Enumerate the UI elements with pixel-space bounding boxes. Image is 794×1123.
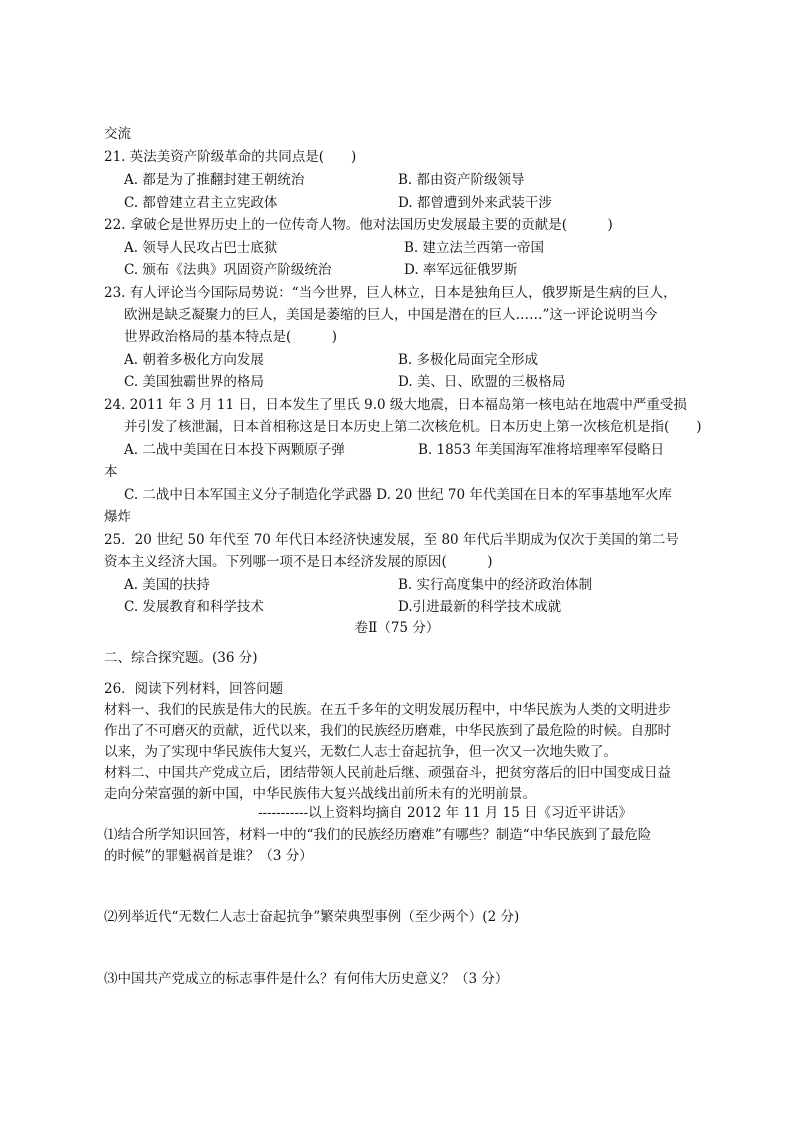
material-2-line1: 材料二、中国共产党成立后，团结带领人民前赴后继、顽强奋斗，把贫穷落后的旧中国变成日益 (104, 765, 671, 781)
question-21-stem: 21. 英法美资产阶级革命的共同点是( ) (104, 149, 357, 165)
q23-option-d: D. 美、日、欧盟的三极格局 (398, 374, 566, 390)
q24-option-a: A. 二战中美国在日本投下两颗原子弹 (124, 442, 345, 458)
q21-option-b: B. 都由资产阶级领导 (398, 172, 525, 188)
q23-option-b: B. 多极化局面完全形成 (398, 352, 539, 368)
q21-option-a: A. 都是为了推翻封建王朝统治 (124, 172, 305, 188)
q22-option-a: A. 领导人民攻占巴士底狱 (124, 240, 278, 256)
q21-option-d: D. 都曾遭到外来武装干涉 (398, 195, 552, 211)
q24-option-d-wrap: 爆炸 (104, 509, 131, 525)
question-24-stem-line2: 并引发了核泄漏，日本首相称这是日本历史上第二次核危机。日本历史上第一次核危机是指( ) (124, 419, 702, 435)
question-23-stem-line2: 欧洲是缺乏凝聚力的巨人，美国是萎缩的巨人，中国是潜在的巨人……”这一评论说明当今 (124, 307, 658, 323)
material-source: -----------以上资料均摘自 2012 年 11 月 15 日《习近平讲话》 (258, 805, 633, 821)
sub-question-1-line1: ⑴结合所学知识回答，材料一中的“我们的民族经历磨难”有哪些？制造“中华民族到了最危险 (104, 827, 652, 843)
material-2-line2: 走向分荣富强的新中国，中华民族伟大复兴战线出前所未有的光明前景。 (104, 786, 536, 802)
sub-question-1-line2: 的时候”的罪魁祸首是谁？（3 分） (104, 848, 313, 864)
q22-option-c: C. 颁布《法典》巩固资产阶级统治 (124, 262, 332, 278)
volume-2-heading: 卷Ⅱ（75 分） (354, 620, 440, 636)
continued-text: 交流 (104, 126, 131, 142)
question-25-stem-line1: 25．20 世纪 50 年代至 70 年代日本经济快速发展，至 80 年代后半期成为仅次于美国的第二号 (104, 532, 679, 548)
q22-option-d: D. 率军远征俄罗斯 (404, 262, 518, 278)
question-23-stem-line3: 世界政治格局的基本特点是( ) (124, 329, 338, 345)
q24-option-c-d: C. 二战中日本军国主义分子制造化学武器 D. 20 世纪 70 年代美国在日本的军事基地军火库 (124, 487, 672, 503)
question-24-stem-line1: 24. 2011 年 3 月 11 日，日本发生了里氏 9.0 级大地震，日本福岛第一核电站在地震中严重受损 (104, 397, 687, 413)
q23-option-a: A. 朝着多极化方向发展 (124, 352, 264, 368)
sub-question-3: ⑶中国共产党成立的标志事件是什么？有何伟大历史意义？（3 分） (104, 971, 509, 987)
q25-option-a: A. 美国的扶持 (124, 577, 210, 593)
q25-option-c: C. 发展教育和科学技术 (124, 599, 264, 615)
q25-option-b: B. 实行高度集中的经济政治体制 (398, 577, 593, 593)
q24-option-b-wrap: 本 (104, 464, 118, 480)
sub-question-2: ⑵列举近代“无数仁人志士奋起抗争”繁荣典型事例（至少两个）(2 分) (104, 909, 520, 925)
q23-option-c: C. 美国独霸世界的格局 (124, 374, 264, 390)
section-2-heading: 二、综合探究题。(36 分) (104, 650, 258, 666)
q25-option-d: D.引进最新的科学技术成就 (398, 599, 562, 615)
question-25-stem-line2: 资本主义经济大国。下列哪一项不是日本经济发展的原因( ) (104, 554, 493, 570)
question-22-stem: 22. 拿破仑是世界历史上的一位传奇人物。他对法国历史发展最主要的贡献是( ) (104, 217, 613, 233)
q24-option-b: B. 1853 年美国海军准将培理率军侵略日 (418, 442, 665, 458)
material-1-line1: 材料一、我们的民族是伟大的民族。在五千多年的文明发展历程中，中华民族为人类的文明进步 (104, 702, 671, 718)
q21-option-c: C. 都曾建立君主立宪政体 (124, 195, 278, 211)
q22-option-b: B. 建立法兰西第一帝国 (404, 240, 545, 256)
material-1-line2: 作出了不可磨灭的贡献，近代以来，我们的民族经历磨难，中华民族到了最危险的时候。自那时 (104, 723, 671, 739)
question-23-stem-line1: 23. 有人评论当今国际局势说：“当今世界，巨人林立，日本是独角巨人，俄罗斯是生病的巨人， (104, 285, 677, 301)
material-1-line3: 以来，为了实现中华民族伟大复兴，无数仁人志士奋起抗争，但一次又一次地失败了。 (104, 744, 617, 760)
question-26-title: 26．阅读下列材料，回答问题 (104, 681, 284, 697)
